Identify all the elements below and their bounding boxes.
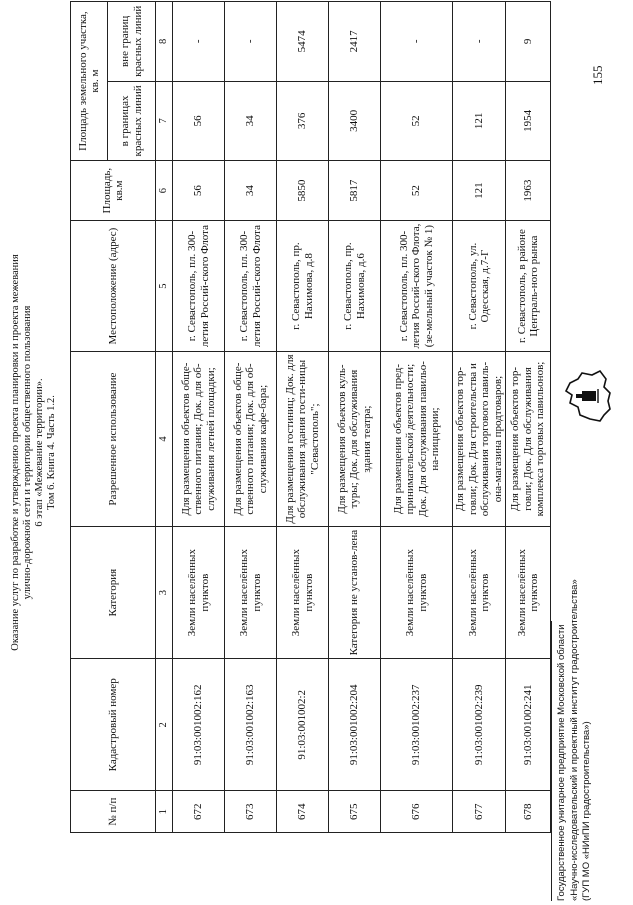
cell-location: г. Севастополь, пр. Нахимова, д.8 (277, 221, 329, 352)
cell-usage: Для размещения объектов обще-ственного питания; Док. для об-служивания кафе-бара; (225, 352, 277, 527)
cell-outside: - (381, 2, 453, 82)
cell-cadastral: 91:03:001002:241 (506, 659, 551, 791)
cell-area: 5850 (277, 161, 329, 221)
cell-category: Земли населённых пунктов (381, 527, 453, 659)
header-line-4: Том 6. Книга 4. Часть 1.2. (46, 395, 57, 510)
cell-usage: Для размещения объектов тор-говли; Док. Для строительства и обслуживания торгового павиль-она-магазина продтоваров; (453, 352, 506, 527)
cell-num: 678 (506, 791, 551, 833)
cell-usage: Для размещения объектов тор-говли; Док. Для обслуживания комплекса торговых павильонов; (506, 352, 551, 527)
cell-location: г. Севастополь, ул. Одесская, д.7-Г (453, 221, 506, 352)
numbering-cell: 3 (156, 527, 173, 659)
cell-outside: 5474 (277, 2, 329, 82)
table-row (329, 2, 381, 833)
col-header-cadastral: Кадастровый номер (71, 659, 156, 791)
col-header-num: № п/п (71, 791, 156, 833)
cell-num: 677 (453, 791, 506, 833)
header-line-1: Оказание услуг по разработке и утверждению проекта планировки и проекта межевания (10, 254, 21, 651)
cell-cadastral: 91:03:001002:162 (173, 659, 225, 791)
cell-inside: 3400 (329, 81, 381, 161)
cell-cadastral: 91:03:001002:163 (225, 659, 277, 791)
cell-inside: 34 (225, 81, 277, 161)
table-row (225, 2, 277, 833)
cell-category: Земли населённых пунктов (173, 527, 225, 659)
cell-area: 34 (225, 161, 277, 221)
cell-usage: Для размещения объектов обще-ственного питания; Док. для об-служивания летней площадки; (173, 352, 225, 527)
cell-num: 672 (173, 791, 225, 833)
cell-area: 1963 (506, 161, 551, 221)
cell-usage: Для размещения объектов куль-туры; Док. для обслуживания здания театра; (329, 352, 381, 527)
col-header-inside: в границах красных линий (108, 81, 156, 161)
cell-area: 56 (173, 161, 225, 221)
col-header-usage: Разрешенное использование (71, 352, 156, 527)
cell-category: Земли населённых пунктов (506, 527, 551, 659)
cell-category: Земли населённых пунктов (453, 527, 506, 659)
document-footer (551, 461, 594, 901)
footer-divider (551, 621, 552, 901)
document-header (10, 0, 58, 905)
numbering-cell: 2 (156, 659, 173, 791)
footer-line-1: Государственное унитарное предприятие Московской области (556, 624, 567, 901)
cell-num: 673 (225, 791, 277, 833)
cell-location: г. Севастополь, пл. 300-летия Россий-ского Флота, (зе-мельный участок № 1) (381, 221, 453, 352)
cell-cadastral: 91:03:001002:2 (277, 659, 329, 791)
cell-location: г. Севастополь, пр. Нахимова, д.6 (329, 221, 381, 352)
numbering-row (156, 2, 173, 833)
cell-cadastral: 91:03:001002:239 (453, 659, 506, 791)
header-line-2: улично-дорожной сети и территории общественного пользования (22, 305, 33, 600)
cell-category: Земли населённых пунктов (225, 527, 277, 659)
table-row (506, 2, 551, 833)
cell-inside: 1954 (506, 81, 551, 161)
cell-category: Категория не установ-лена (329, 527, 381, 659)
cell-area: 121 (453, 161, 506, 221)
cell-num: 675 (329, 791, 381, 833)
numbering-cell: 7 (156, 81, 173, 161)
land-plots-table (70, 1, 551, 833)
cell-cadastral: 91:03:001002:237 (381, 659, 453, 791)
cell-usage: Для размещения объектов пред-принимательской деятельности; Док. Для обслуживания павильо-на-пиццерии; (381, 352, 453, 527)
col-header-category: Категория (71, 527, 156, 659)
cell-num: 676 (381, 791, 453, 833)
cell-outside: - (173, 2, 225, 82)
cell-location: г. Севастополь, пл. 300-летия Россий-ского Флота (173, 221, 225, 352)
table-row (173, 2, 225, 833)
cell-inside: 56 (173, 81, 225, 161)
cell-category: Земли населённых пунктов (277, 527, 329, 659)
cell-area: 5817 (329, 161, 381, 221)
cell-outside: - (453, 2, 506, 82)
numbering-cell: 5 (156, 221, 173, 352)
moscow-region-map-emblem-icon (560, 367, 616, 427)
numbering-cell: 1 (156, 791, 173, 833)
cell-inside: 52 (381, 81, 453, 161)
table-row (277, 2, 329, 833)
col-header-area: Площадь, кв.м (71, 161, 156, 221)
page-number: 155 (590, 65, 605, 85)
cell-outside: 9 (506, 2, 551, 82)
col-header-land-area: Площадь земельного участка, кв. м (71, 2, 108, 161)
footer-line-2: «Научно-исследовательский и проектный институт градостроительства» (568, 579, 580, 901)
cell-inside: 376 (277, 81, 329, 161)
footer-line-3: (ГУП МО «НИиПИ градостроительства») (581, 721, 592, 901)
cell-cadastral: 91:03:001002:204 (329, 659, 381, 791)
table-row (381, 2, 453, 833)
cell-num: 674 (277, 791, 329, 833)
cell-inside: 121 (453, 81, 506, 161)
cell-outside: - (225, 2, 277, 82)
header-line-3: 6 этап «Межевание территории». (34, 378, 45, 527)
cell-outside: 2417 (329, 2, 381, 82)
cell-area: 52 (381, 161, 453, 221)
cell-usage: Для размещения гостиниц; Док. для обслуживания здания гости-ницы "Севастополь"; (277, 352, 329, 527)
col-header-location: Местоположение (адрес) (71, 221, 156, 352)
numbering-cell: 6 (156, 161, 173, 221)
cell-location: г. Севастополь, пл. 300-летия Россий-ского Флота (225, 221, 277, 352)
numbering-cell: 8 (156, 2, 173, 82)
cell-location: г. Севастополь, в районе Централь-ного рынка (506, 221, 551, 352)
numbering-cell: 4 (156, 352, 173, 527)
col-header-outside: вне границ красных линий (108, 2, 156, 82)
table-row (453, 2, 506, 833)
